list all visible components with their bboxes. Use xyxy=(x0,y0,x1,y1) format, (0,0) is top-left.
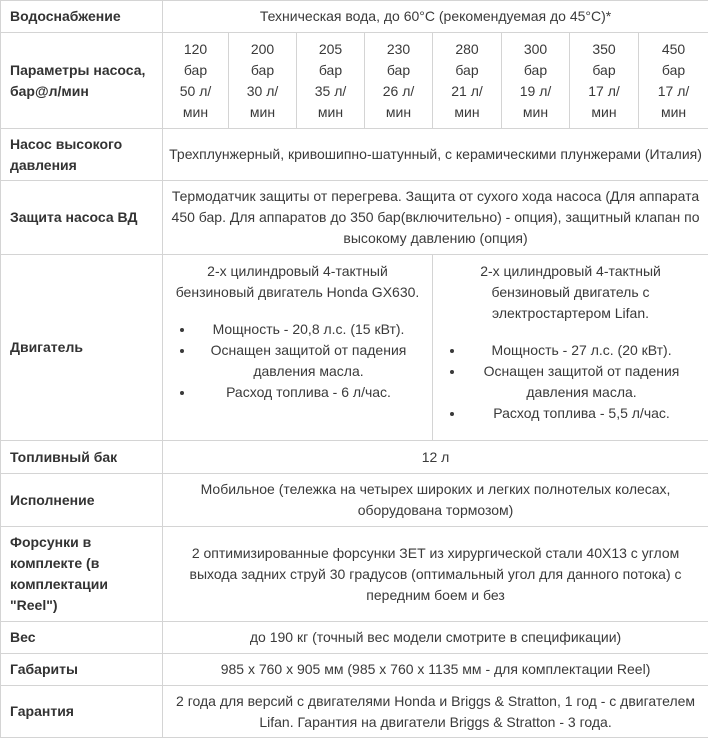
row-water xyxy=(1,1,708,33)
pump-param-cell: 280 бар 21 л/ мин xyxy=(433,33,502,129)
list-item: • Расход топлива - 6 л/час. xyxy=(195,382,422,403)
row-value: 2 года для версий с двигателями Honda и Briggs & Stratton, 1 год - с двигателем Lifan. Гарантия на двигатели Briggs & Stratton - 3 года. xyxy=(163,686,708,738)
row-label: Параметры насоса, бар@л/мин xyxy=(1,33,163,129)
row-pump-params xyxy=(1,33,708,129)
row-label: Вес xyxy=(1,622,163,654)
row-label: Насос высокого давления xyxy=(1,129,163,181)
list-item: • Оснащен защитой от падения давления масла. xyxy=(195,340,422,382)
row-value: до 190 кг (точный вес модели смотрите в спецификации) xyxy=(163,622,708,654)
row-value: Техническая вода, до 60°C (рекомендуемая до 45°C)* xyxy=(163,1,708,33)
engine-honda-title: 2-х цилиндровый 4-тактный бензиновый двигатель Honda GX630. xyxy=(175,263,420,300)
row-label: Исполнение xyxy=(1,474,163,527)
row-engine xyxy=(1,255,708,441)
list-item: • Мощность - 20,8 л.с. (15 кВт). xyxy=(195,319,422,340)
engine-lifan-list xyxy=(443,340,698,424)
row-label: Защита насоса ВД xyxy=(1,181,163,255)
row-tank xyxy=(1,441,708,474)
row-value: Мобильное (тележка на четырех широких и легких полнотелых колесах, оборудована тормозом) xyxy=(163,474,708,527)
list-item: • Мощность - 27 л.с. (20 кВт). xyxy=(465,340,698,361)
engine-honda-list xyxy=(173,319,422,403)
pump-param-cell: 300 бар 19 л/ мин xyxy=(502,33,570,129)
row-value: Трехплунжерный, кривошипно-шатунный, с керамическими плунжерами (Италия) xyxy=(163,129,708,181)
pump-param-cell: 205 бар 35 л/ мин xyxy=(297,33,365,129)
pump-param-cell: 120 бар 50 л/ мин xyxy=(163,33,229,129)
engine-lifan-title: 2-х цилиндровый 4-тактный бензиновый двигатель с электростартером Lifan. xyxy=(480,263,661,321)
pump-param-cell: 230 бар 26 л/ мин xyxy=(365,33,433,129)
row-value: Термодатчик защиты от перегрева. Защита от сухого хода насоса (Для аппарата 450 бар. Для аппаратов до 350 бар(включительно) - опция), защитный клапан по высокому давлению (опция) xyxy=(163,181,708,255)
list-item: • Оснащен защитой от падения давления масла. xyxy=(465,361,698,403)
row-label: Водоснабжение xyxy=(1,1,163,33)
row-value: 985 х 760 х 905 мм (985 х 760 х 1135 мм - для комплектации Reel) xyxy=(163,654,708,686)
list-item: • Расход топлива - 5,5 л/час. xyxy=(465,403,698,424)
row-nozzles xyxy=(1,527,708,622)
engine-lifan-cell xyxy=(433,255,708,441)
row-hp-pump xyxy=(1,129,708,181)
row-weight xyxy=(1,622,708,654)
engine-honda-cell xyxy=(163,255,433,441)
row-value: 12 л xyxy=(163,441,708,474)
row-label: Габариты xyxy=(1,654,163,686)
row-warranty xyxy=(1,686,708,738)
row-dimensions xyxy=(1,654,708,686)
row-label: Гарантия xyxy=(1,686,163,738)
pump-param-cell: 350 бар 17 л/ мин xyxy=(570,33,639,129)
row-protection xyxy=(1,181,708,255)
row-label: Форсунки в комплекте (в комплектации "Reel") xyxy=(1,527,163,622)
row-execution xyxy=(1,474,708,527)
row-label: Топливный бак xyxy=(1,441,163,474)
pump-param-cell: 450 бар 17 л/ мин xyxy=(639,33,708,129)
pump-param-cell: 200 бар 30 л/ мин xyxy=(229,33,297,129)
row-value: 2 оптимизированные форсунки ЗЕТ из хирургической стали 40Х13 с углом выхода задних струй 30 градусов (оптимальный угол для данного потока) с передним боем и без xyxy=(163,527,708,622)
row-label: Двигатель xyxy=(1,255,163,441)
